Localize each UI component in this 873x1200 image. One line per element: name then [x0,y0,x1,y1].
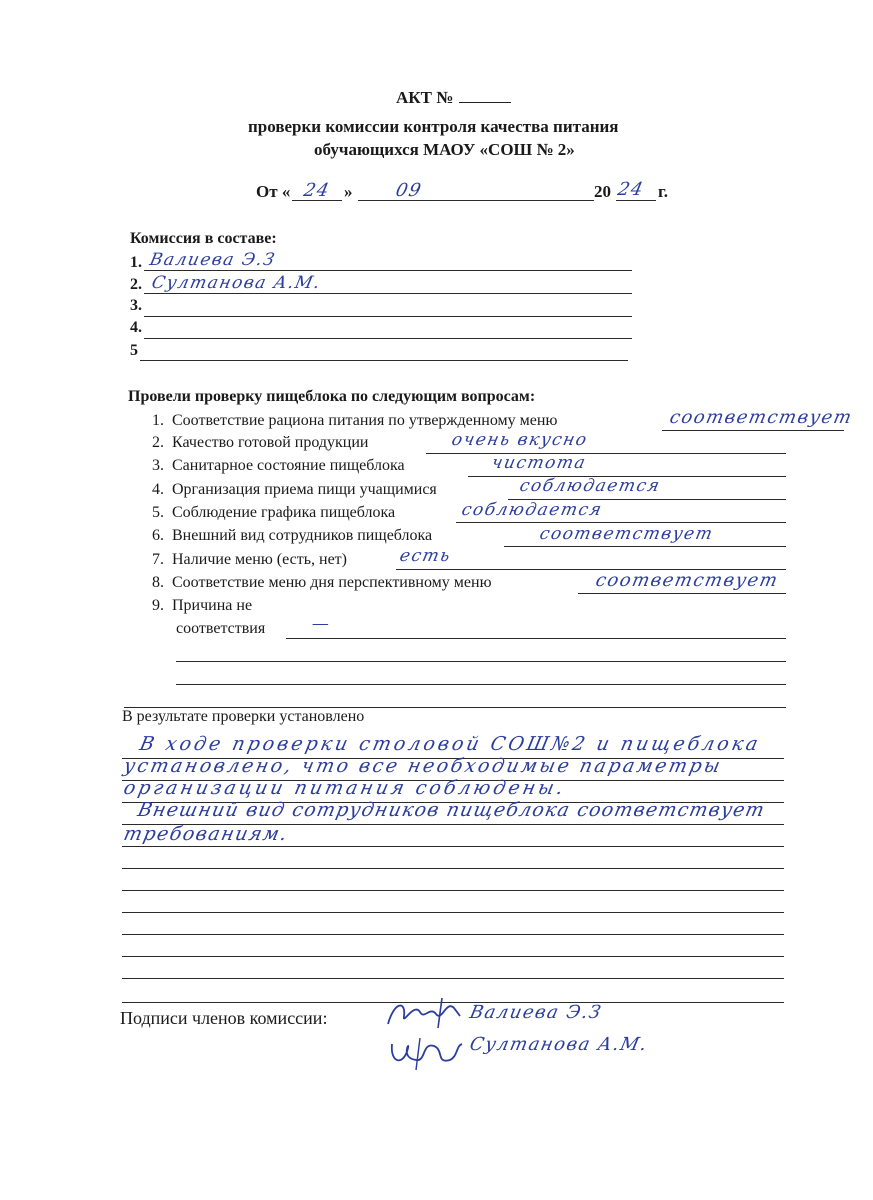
check-answer-4: соблюдается [517,476,663,496]
check-heading: Провели проверку пищеблока по следующим вопросам: [128,388,536,405]
result-line-6 [122,868,784,869]
member-name-2: Султанова А.М. [149,273,324,293]
result-line-11 [122,978,784,979]
member-num-4: 4. [130,319,142,336]
check-line-2 [426,453,786,454]
check-line-5 [456,522,786,523]
member-name-1: Валиева Э.З [147,250,278,270]
reason-line-3 [176,684,786,685]
check-line-1 [662,430,844,431]
date-year-unit: г. [658,182,669,201]
reason-answer: — [309,614,333,634]
signatures-label: Подписи членов комиссии: [120,1008,328,1028]
result-line-10 [122,956,784,957]
result-text-3: организации питания соблюдены. [121,777,569,799]
member-line-1 [144,270,632,271]
result-line-5 [122,846,784,847]
result-line-8 [122,912,784,913]
act-subtitle-1: проверки комиссии контроля качества питания [248,117,619,136]
date-year-suffix: 24 [615,179,647,200]
check-item-8: 8. Соответствие меню дня перспективному меню [152,574,492,591]
date-month: 09 [393,180,425,201]
act-number-blank [459,88,511,103]
check-answer-5: соблюдается [459,500,605,520]
member-line-4 [144,338,632,339]
act-subtitle-2: обучающихся МАОУ «СОШ № 2» [314,140,575,159]
check-item-7: 7. Наличие меню (есть, нет) [152,551,347,568]
signature-2-scrawl [386,1034,466,1074]
date-day: 24 [301,180,333,201]
result-text-5: требованиям. [121,823,291,845]
signature-1-name: Валиева Э.З [467,1002,605,1023]
check-answer-8: соответствует [593,570,781,591]
commission-heading: Комиссия в составе: [130,230,277,247]
member-num-1: 1. [130,254,142,271]
check-item-2: 2. Качество готовой продукции [152,434,369,451]
result-text-4: Внешний вид сотрудников пищеблока соответствует [135,799,768,821]
result-heading: В результате проверки установлено [122,708,365,725]
check-item-3: 3. Санитарное состояние пищеблока [152,457,405,474]
date-year-prefix: 20 [594,182,611,201]
check-item-5: 5. Соблюдение графика пищеблока [152,504,396,521]
member-num-2: 2. [130,276,142,293]
result-line-9 [122,934,784,935]
signature-1-scrawl [384,994,464,1034]
check-item-4: 4. Организация приема пищи учащимися [152,481,437,498]
reason-line-2 [176,661,786,662]
check-answer-3: чистота [489,453,589,473]
act-title: АКТ № [396,88,511,108]
signature-2-name: Султанова А.М. [467,1034,650,1055]
check-item-6: 6. Внешний вид сотрудников пищеблока [152,527,433,544]
result-text-1: В ходе проверки столовой СОШ№2 и пищеблока [137,733,763,755]
member-line-2 [144,293,632,294]
check-answer-1: соответствует [667,407,855,428]
check-answer-6: соответствует [537,524,716,544]
check-item-1: 1. Соответствие рациона питания по утвержденному меню [152,412,558,429]
member-num-5: 5 [130,342,138,359]
check-line-8 [578,593,786,594]
date-quote-close: » [344,182,353,201]
result-text-2: установлено, что все необходимые параметры [121,755,725,777]
reason-line-1 [286,638,786,639]
check-item-9-cont: соответствия [176,620,266,637]
date-prefix: От « [256,182,291,201]
check-answer-7: есть [397,546,454,566]
member-num-3: 3. [130,297,142,314]
date-year-line [616,200,656,201]
check-item-9: 9. Причина не [152,597,253,614]
check-line-6 [504,546,786,547]
result-line-7 [122,890,784,891]
check-answer-2: очень вкусно [449,430,590,450]
member-line-5 [140,360,628,361]
member-line-3 [144,316,632,317]
